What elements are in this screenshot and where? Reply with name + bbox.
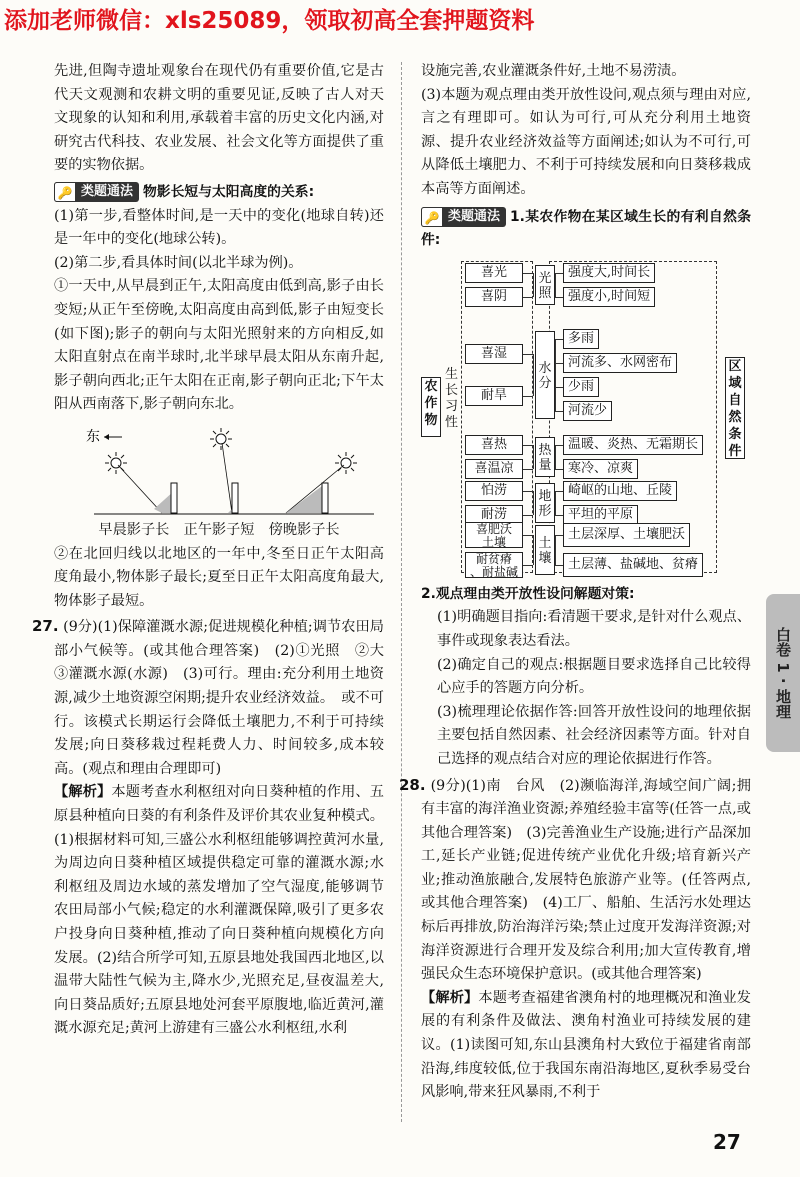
condition-box: 土层深厚、土壤肥沃 (563, 523, 690, 547)
condition-box: 崎岖的山地、丘陵 (563, 481, 677, 501)
connector-line (523, 354, 533, 355)
paragraph: (3)本题为观点理由类开放性设问,观点须与理由对应,言之有理即可。如认为可行,可从充分利用土地资源、提升农业经济效益等方面阐述;如认为不可行,可从降低土壤肥力、不利于可持续发展和向日葵移栽成本高等方面阐述。 (421, 86, 751, 197)
evening-shadow (286, 483, 326, 513)
connector-line (555, 491, 556, 515)
key-icon: 🔑 (421, 207, 443, 227)
condition-box: 强度小,时间短 (563, 287, 655, 307)
method-2-step: (1)明确题目指向:看清题干要求,是针对什么观点、事件或现象表达看法。 (437, 609, 751, 649)
connector-line (555, 445, 563, 446)
step-3: ①一天中,从早晨到正午,太阳高度由低到高,影子由长变短;从正午至傍晚,太阳高度由高到低,影子由短变长(如下图);影子的朝向与太阳光照射来的方向相反,如太阳直射点在南半球时,北半球早晨太阳从东南升起,影子朝向西北;正午太阳在正南,影子朝向正北;下午太阳从西南落下,影子朝向东北。 (54, 278, 384, 413)
side-tab: 白卷 1 · 地理 (766, 594, 800, 752)
habit-box: 耐贫瘠 、耐盐碱 (465, 552, 523, 578)
connector-line (523, 515, 533, 516)
factor-box: 光 照 (535, 265, 555, 305)
method-tag: 🔑 类题通法 (54, 182, 139, 202)
factor-box: 地 形 (535, 483, 555, 523)
method-heading: 🔑 类题通法 物影长短与太阳高度的关系: (54, 181, 384, 205)
question-number: 27. (32, 617, 59, 636)
connector-line (555, 387, 563, 388)
condition-box: 河流多、水网密布 (563, 353, 677, 373)
morning-pole (171, 483, 177, 513)
habit-box: 喜阴 (465, 287, 523, 307)
crop-label: 农 作 物 (421, 377, 441, 437)
factor-box: 土 壤 (535, 525, 555, 575)
connector-line (555, 339, 563, 340)
noon-sun-icon (210, 428, 232, 450)
connector-line (555, 445, 556, 469)
question-27-answer: 27. (9分)(1)保障灌溉水源;促进规模化种植;调节农田局部小气候等。(或其他合理答案) (2)①光照 ②大 ③灌溉水源(水源) (3)可行。理由:充分利用土地资源,减少土地资源空闲期;提升农业经济效益。 或不可行。该模式长期运行会降低土壤肥力,不利于可持续发展;向日葵移栽过程耗费人力、时间较多,成本较高。(观点和理由合理即可) (32, 617, 399, 777)
condition-box: 温暖、炎热、无霜期长 (563, 435, 703, 455)
question-27-analysis: 【解析】本题考查水利枢纽对向日葵种植的作用、五原县种植向日葵的有利条件及评价其农业复种模式。(1)根据材料可知,三盛公水利枢纽能够调控黄河水量,为周边向日葵种植区域提供稳定可靠的灌溉水源;水利枢纽及周边水域的蒸发增加了空气湿度,能够调节农田局部小气候;稳定的水利灌溉保障,吸引了更多农户投身向日葵种植,推动了向日葵种植向规模化方向发展。(2)结合所学可知,五原县地处我国西北地区,以温带大陆性气候为主,降水少,光照充足,昼夜温差大,向日葵品质好;五原县地处河套平原腹地,临近黄河,灌溉水源充足;黄河上游建有三盛公水利枢纽,水利 (54, 784, 384, 1037)
connector-line (555, 535, 556, 565)
method-tag: 🔑 类题通法 (421, 207, 506, 227)
factor-box: 水 分 (535, 331, 555, 419)
shadow-figure (54, 421, 384, 521)
page-number: 27 (713, 1130, 741, 1154)
method-2-step: (2)确定自己的观点:根据题目要求选择自己比较得心应手的答题方向分析。 (437, 656, 751, 697)
method-2-step: (3)梳理理论依据作答:回答开放性设问的地理依据主要包括自然因素、社会经济因素等方面。针对自己选择的观点结合对应的理论依据进行作答。 (437, 703, 751, 767)
condition-box: 少雨 (563, 377, 599, 397)
right-column (399, 60, 751, 1105)
connector-line (555, 411, 563, 412)
connector-line (523, 491, 533, 492)
connector-line (555, 363, 563, 364)
connector-line (555, 469, 563, 470)
noon-pole (232, 483, 238, 513)
step-4: ②在北回归线以北地区的一年中,冬至日正午太阳高度角最小,物体影子最长;夏至日正午太阳高度角最大,物体影子最短。 (54, 545, 384, 609)
connector-line (523, 273, 533, 274)
east-arrow-head (104, 434, 109, 440)
paragraph: 设施完善,农业灌溉条件好,土地不易涝渍。 (421, 63, 686, 79)
paragraph: 先进,但陶寺遗址观象台在现代仍有重要价值,它是古代天文观测和农耕文明的重要见证,反映了古人对天文现象的认知和利用,承载着丰富的历史文化内涵,对研究古代科技、农业发展、社会文化等方面提供了重要的实物依据。 (54, 63, 384, 174)
habit-box: 耐旱 (465, 386, 523, 406)
habit-box: 喜湿 (465, 344, 523, 364)
connector-line (555, 491, 563, 492)
connector-line (523, 445, 533, 446)
habit-box: 喜热 (465, 435, 523, 455)
habit-label: 生 长 习 性 (445, 366, 459, 430)
condition-box: 河流少 (563, 401, 612, 421)
key-icon: 🔑 (54, 182, 76, 202)
condition-box: 寒冷、凉爽 (563, 459, 638, 479)
connector-line (555, 297, 563, 298)
connector-line (533, 354, 534, 396)
connector-line (555, 565, 563, 566)
watermark-banner: 添加老师微信：xls25089，领取初高全套押题资料 (4, 8, 535, 34)
habit-box: 喜温凉 (465, 459, 523, 479)
connector-line (555, 273, 563, 274)
habit-box: 耐涝 (465, 505, 523, 525)
crop-conditions-diagram (421, 259, 751, 579)
connector-line (533, 445, 534, 469)
connector-line (533, 273, 534, 297)
morning-ray (118, 465, 162, 513)
connector-line (555, 273, 556, 297)
connector-line (533, 491, 534, 515)
habit-box: 喜光 (465, 263, 523, 283)
evening-pole (322, 483, 328, 513)
factor-box: 热 量 (535, 437, 555, 477)
habit-box: 喜肥沃 土壤 (465, 522, 523, 548)
shadow-diagram (54, 421, 384, 521)
question-28-analysis: 【解析】本题考查福建省澳角村的地理概况和渔业发展的有利条件及做法、澳角村渔业可持续发展的建议。(1)读图可知,东山县澳角村大致位于福建省南部沿海,纬度较低,位于我国东南沿海地区,夏秋季易受台风影响,带来狂风暴雨,不利于 (421, 989, 751, 1101)
method-2-title: 2.观点理由类开放性设问解题对策: (421, 585, 635, 602)
connector-line (555, 515, 563, 516)
step-2: (2)第二步,看具体时间(以北半球为例)。 (54, 254, 303, 271)
condition-box: 平坦的平原 (563, 505, 638, 525)
connector-line (523, 565, 533, 566)
figure-caption: 早晨影子长 正午影子短 傍晚影子长 (98, 521, 340, 538)
connector-line (523, 535, 533, 536)
condition-box: 强度大,时间长 (563, 263, 655, 283)
connector-line (555, 535, 563, 536)
connector-line (523, 297, 533, 298)
step-1: (1)第一步,看整体时间,是一天中的变化(地球自转)还是一年中的变化(地球公转)。 (54, 207, 384, 248)
condition-box: 多雨 (563, 329, 599, 349)
noon-ray (222, 443, 232, 513)
connector-line (555, 339, 556, 411)
question-number: 28. (399, 775, 426, 794)
habit-box: 怕涝 (465, 481, 523, 501)
connector-line (523, 469, 533, 470)
method-heading: 🔑 类题通法 1.某农作物在某区域生长的有利自然条件: (421, 208, 751, 249)
question-28-answer: 28. (9分)(1)南 台风 (2)濒临海洋,海域空间广阔;拥有丰富的海洋渔业资源;养殖经验丰富等(任答一点,或其他合理答案) (3)完善渔业生产设施;进行产品深加工,延长产业链;促进传统产业优化升级;培育新兴产业;推动渔旅融合,发展特色旅游产业等。(任答两点,或其他合理答案) (4)工厂、船舶、生活污水处理达标后再排放,防治海洋污染;禁止过度开发海洋资源;对海洋资源进行合理开发及综合利用;加大宣传教育,增强民众生态环境保护意识。(或其他合理答案) (399, 775, 751, 983)
connector-line (523, 396, 533, 397)
evening-sun-icon (335, 452, 357, 474)
left-column (32, 60, 399, 1041)
region-label: 区 域 自 然 条 件 (725, 357, 745, 459)
connector-line (533, 535, 534, 565)
condition-box: 土层薄、盐碱地、贫瘠 (563, 553, 703, 577)
east-label: 东 (86, 428, 100, 445)
